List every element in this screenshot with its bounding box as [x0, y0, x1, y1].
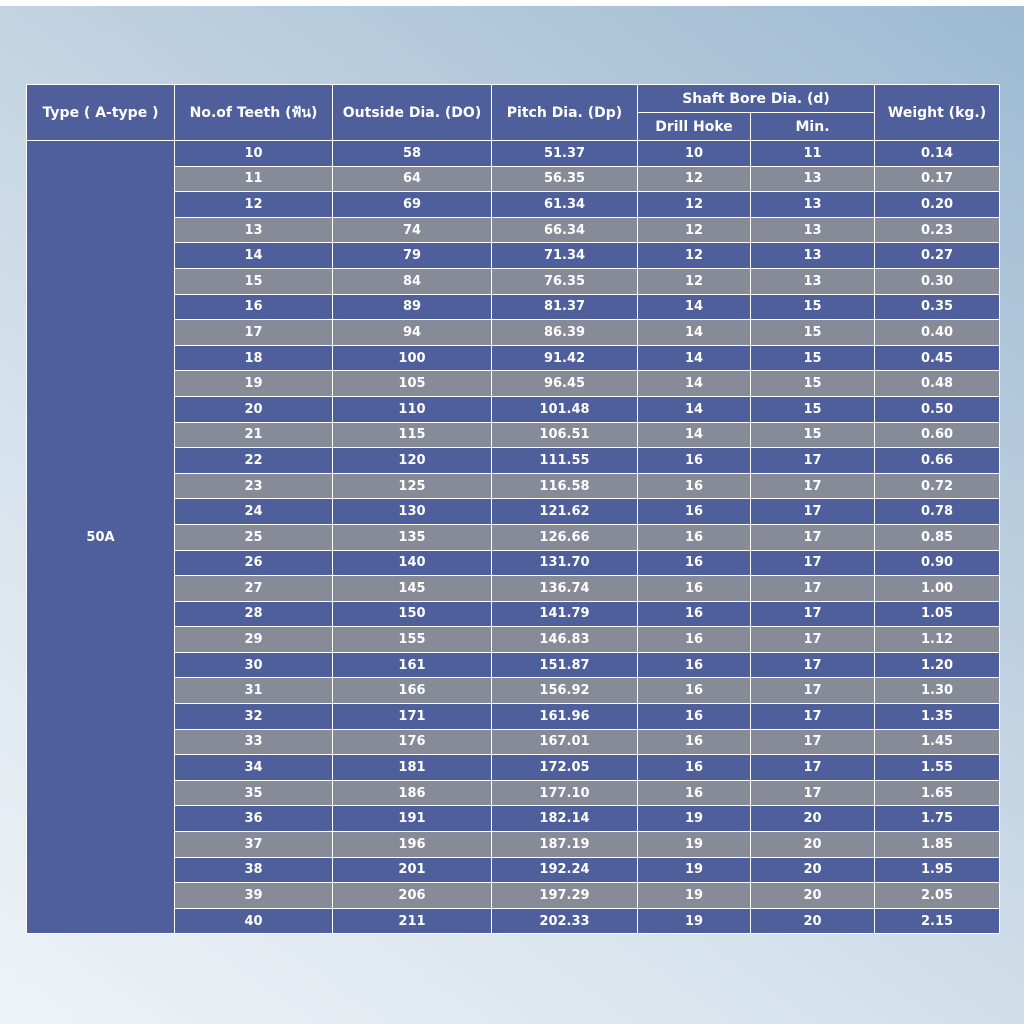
drill-hoke-cell: 12: [638, 268, 751, 294]
outside-dia-cell: 201: [333, 857, 492, 883]
weight-cell: 0.27: [875, 243, 1000, 269]
teeth-cell: 39: [175, 883, 333, 909]
weight-cell: 0.35: [875, 294, 1000, 320]
drill-hoke-cell: 12: [638, 166, 751, 192]
min-cell: 13: [751, 268, 875, 294]
teeth-cell: 33: [175, 729, 333, 755]
weight-cell: 1.75: [875, 806, 1000, 832]
min-cell: 15: [751, 371, 875, 397]
min-cell: 17: [751, 780, 875, 806]
teeth-cell: 17: [175, 320, 333, 346]
drill-hoke-cell: 16: [638, 550, 751, 576]
drill-hoke-cell: 16: [638, 780, 751, 806]
weight-cell: 1.55: [875, 755, 1000, 781]
weight-cell: 1.30: [875, 678, 1000, 704]
teeth-cell: 31: [175, 678, 333, 704]
min-cell: 13: [751, 166, 875, 192]
weight-cell: 1.65: [875, 780, 1000, 806]
drill-hoke-cell: 16: [638, 704, 751, 730]
teeth-cell: 14: [175, 243, 333, 269]
pitch-dia-cell: 156.92: [492, 678, 638, 704]
weight-cell: 0.20: [875, 192, 1000, 218]
outside-dia-cell: 115: [333, 422, 492, 448]
weight-cell: 0.23: [875, 217, 1000, 243]
outside-dia-cell: 135: [333, 524, 492, 550]
drill-hoke-cell: 14: [638, 345, 751, 371]
teeth-cell: 22: [175, 448, 333, 474]
min-cell: 17: [751, 755, 875, 781]
teeth-cell: 32: [175, 704, 333, 730]
drill-hoke-cell: 16: [638, 448, 751, 474]
drill-hoke-cell: 10: [638, 141, 751, 167]
type-cell: 50A: [27, 141, 175, 934]
drill-hoke-cell: 12: [638, 192, 751, 218]
header-type: Type ( A-type ): [27, 85, 175, 141]
pitch-dia-cell: 56.35: [492, 166, 638, 192]
teeth-cell: 34: [175, 755, 333, 781]
weight-cell: 1.20: [875, 652, 1000, 678]
min-cell: 17: [751, 601, 875, 627]
teeth-cell: 29: [175, 627, 333, 653]
header-teeth: No.of Teeth (ฟัน): [175, 85, 333, 141]
min-cell: 20: [751, 883, 875, 909]
header-drill-hoke: Drill Hoke: [638, 113, 751, 141]
pitch-dia-cell: 197.29: [492, 883, 638, 909]
pitch-dia-cell: 126.66: [492, 524, 638, 550]
weight-cell: 0.85: [875, 524, 1000, 550]
min-cell: 17: [751, 652, 875, 678]
drill-hoke-cell: 19: [638, 883, 751, 909]
pitch-dia-cell: 131.70: [492, 550, 638, 576]
outside-dia-cell: 186: [333, 780, 492, 806]
min-cell: 13: [751, 192, 875, 218]
outside-dia-cell: 64: [333, 166, 492, 192]
outside-dia-cell: 171: [333, 704, 492, 730]
drill-hoke-cell: 19: [638, 832, 751, 858]
drill-hoke-cell: 19: [638, 806, 751, 832]
weight-cell: 2.15: [875, 908, 1000, 934]
teeth-cell: 35: [175, 780, 333, 806]
outside-dia-cell: 94: [333, 320, 492, 346]
outside-dia-cell: 120: [333, 448, 492, 474]
min-cell: 11: [751, 141, 875, 167]
min-cell: 20: [751, 832, 875, 858]
outside-dia-cell: 130: [333, 499, 492, 525]
weight-cell: 0.50: [875, 396, 1000, 422]
pitch-dia-cell: 151.87: [492, 652, 638, 678]
drill-hoke-cell: 12: [638, 243, 751, 269]
min-cell: 17: [751, 550, 875, 576]
drill-hoke-cell: 14: [638, 422, 751, 448]
pitch-dia-cell: 81.37: [492, 294, 638, 320]
weight-cell: 0.60: [875, 422, 1000, 448]
pitch-dia-cell: 86.39: [492, 320, 638, 346]
teeth-cell: 12: [175, 192, 333, 218]
teeth-cell: 10: [175, 141, 333, 167]
outside-dia-cell: 211: [333, 908, 492, 934]
drill-hoke-cell: 16: [638, 473, 751, 499]
pitch-dia-cell: 106.51: [492, 422, 638, 448]
pitch-dia-cell: 192.24: [492, 857, 638, 883]
outside-dia-cell: 161: [333, 652, 492, 678]
drill-hoke-cell: 19: [638, 908, 751, 934]
min-cell: 20: [751, 806, 875, 832]
pitch-dia-cell: 187.19: [492, 832, 638, 858]
min-cell: 13: [751, 217, 875, 243]
outside-dia-cell: 140: [333, 550, 492, 576]
outside-dia-cell: 145: [333, 576, 492, 602]
pitch-dia-cell: 101.48: [492, 396, 638, 422]
sprocket-spec-table: [26, 84, 1000, 934]
teeth-cell: 23: [175, 473, 333, 499]
teeth-cell: 40: [175, 908, 333, 934]
pitch-dia-cell: 66.34: [492, 217, 638, 243]
drill-hoke-cell: 16: [638, 627, 751, 653]
outside-dia-cell: 196: [333, 832, 492, 858]
weight-cell: 0.14: [875, 141, 1000, 167]
pitch-dia-cell: 136.74: [492, 576, 638, 602]
pitch-dia-cell: 96.45: [492, 371, 638, 397]
min-cell: 17: [751, 576, 875, 602]
pitch-dia-cell: 182.14: [492, 806, 638, 832]
outside-dia-cell: 166: [333, 678, 492, 704]
outside-dia-cell: 100: [333, 345, 492, 371]
teeth-cell: 28: [175, 601, 333, 627]
teeth-cell: 19: [175, 371, 333, 397]
min-cell: 17: [751, 448, 875, 474]
pitch-dia-cell: 121.62: [492, 499, 638, 525]
weight-cell: 1.05: [875, 601, 1000, 627]
teeth-cell: 26: [175, 550, 333, 576]
weight-cell: 0.30: [875, 268, 1000, 294]
weight-cell: 0.78: [875, 499, 1000, 525]
drill-hoke-cell: 16: [638, 755, 751, 781]
weight-cell: 1.85: [875, 832, 1000, 858]
outside-dia-cell: 74: [333, 217, 492, 243]
outside-dia-cell: 110: [333, 396, 492, 422]
teeth-cell: 24: [175, 499, 333, 525]
drill-hoke-cell: 16: [638, 576, 751, 602]
weight-cell: 0.66: [875, 448, 1000, 474]
min-cell: 15: [751, 320, 875, 346]
pitch-dia-cell: 116.58: [492, 473, 638, 499]
outside-dia-cell: 150: [333, 601, 492, 627]
outside-dia-cell: 89: [333, 294, 492, 320]
teeth-cell: 30: [175, 652, 333, 678]
outside-dia-cell: 206: [333, 883, 492, 909]
outside-dia-cell: 181: [333, 755, 492, 781]
table-header: [27, 85, 1000, 141]
min-cell: 20: [751, 908, 875, 934]
pitch-dia-cell: 51.37: [492, 141, 638, 167]
pitch-dia-cell: 111.55: [492, 448, 638, 474]
teeth-cell: 38: [175, 857, 333, 883]
drill-hoke-cell: 14: [638, 371, 751, 397]
pitch-dia-cell: 76.35: [492, 268, 638, 294]
outside-dia-cell: 155: [333, 627, 492, 653]
pitch-dia-cell: 177.10: [492, 780, 638, 806]
pitch-dia-cell: 141.79: [492, 601, 638, 627]
teeth-cell: 37: [175, 832, 333, 858]
teeth-cell: 20: [175, 396, 333, 422]
pitch-dia-cell: 167.01: [492, 729, 638, 755]
drill-hoke-cell: 14: [638, 294, 751, 320]
pitch-dia-cell: 161.96: [492, 704, 638, 730]
outside-dia-cell: 125: [333, 473, 492, 499]
table-row: [27, 141, 1000, 167]
header-weight: Weight (kg.): [875, 85, 1000, 141]
weight-cell: 0.40: [875, 320, 1000, 346]
drill-hoke-cell: 16: [638, 678, 751, 704]
drill-hoke-cell: 16: [638, 601, 751, 627]
min-cell: 17: [751, 729, 875, 755]
pitch-dia-cell: 71.34: [492, 243, 638, 269]
drill-hoke-cell: 14: [638, 320, 751, 346]
drill-hoke-cell: 16: [638, 499, 751, 525]
drill-hoke-cell: 16: [638, 524, 751, 550]
teeth-cell: 21: [175, 422, 333, 448]
outside-dia-cell: 105: [333, 371, 492, 397]
weight-cell: 0.48: [875, 371, 1000, 397]
drill-hoke-cell: 19: [638, 857, 751, 883]
min-cell: 17: [751, 704, 875, 730]
pitch-dia-cell: 91.42: [492, 345, 638, 371]
weight-cell: 1.95: [875, 857, 1000, 883]
weight-cell: 1.12: [875, 627, 1000, 653]
teeth-cell: 36: [175, 806, 333, 832]
pitch-dia-cell: 146.83: [492, 627, 638, 653]
table-body: [27, 141, 1000, 934]
header-pitch-dia: Pitch Dia. (Dp): [492, 85, 638, 141]
min-cell: 15: [751, 294, 875, 320]
weight-cell: 0.17: [875, 166, 1000, 192]
weight-cell: 1.45: [875, 729, 1000, 755]
header-outside-dia: Outside Dia. (DO): [333, 85, 492, 141]
weight-cell: 0.90: [875, 550, 1000, 576]
teeth-cell: 27: [175, 576, 333, 602]
min-cell: 17: [751, 627, 875, 653]
min-cell: 17: [751, 499, 875, 525]
pitch-dia-cell: 172.05: [492, 755, 638, 781]
outside-dia-cell: 176: [333, 729, 492, 755]
min-cell: 15: [751, 345, 875, 371]
min-cell: 15: [751, 422, 875, 448]
min-cell: 20: [751, 857, 875, 883]
pitch-dia-cell: 202.33: [492, 908, 638, 934]
outside-dia-cell: 58: [333, 141, 492, 167]
drill-hoke-cell: 16: [638, 652, 751, 678]
top-white-strip: [0, 0, 1024, 6]
weight-cell: 1.00: [875, 576, 1000, 602]
drill-hoke-cell: 14: [638, 396, 751, 422]
weight-cell: 1.35: [875, 704, 1000, 730]
header-min: Min.: [751, 113, 875, 141]
weight-cell: 0.45: [875, 345, 1000, 371]
drill-hoke-cell: 16: [638, 729, 751, 755]
weight-cell: 0.72: [875, 473, 1000, 499]
outside-dia-cell: 69: [333, 192, 492, 218]
min-cell: 17: [751, 678, 875, 704]
min-cell: 15: [751, 396, 875, 422]
drill-hoke-cell: 12: [638, 217, 751, 243]
min-cell: 17: [751, 524, 875, 550]
min-cell: 13: [751, 243, 875, 269]
teeth-cell: 13: [175, 217, 333, 243]
teeth-cell: 11: [175, 166, 333, 192]
teeth-cell: 18: [175, 345, 333, 371]
header-shaft-bore: Shaft Bore Dia. (d): [638, 85, 875, 113]
min-cell: 17: [751, 473, 875, 499]
outside-dia-cell: 191: [333, 806, 492, 832]
teeth-cell: 25: [175, 524, 333, 550]
weight-cell: 2.05: [875, 883, 1000, 909]
outside-dia-cell: 79: [333, 243, 492, 269]
pitch-dia-cell: 61.34: [492, 192, 638, 218]
teeth-cell: 16: [175, 294, 333, 320]
outside-dia-cell: 84: [333, 268, 492, 294]
teeth-cell: 15: [175, 268, 333, 294]
